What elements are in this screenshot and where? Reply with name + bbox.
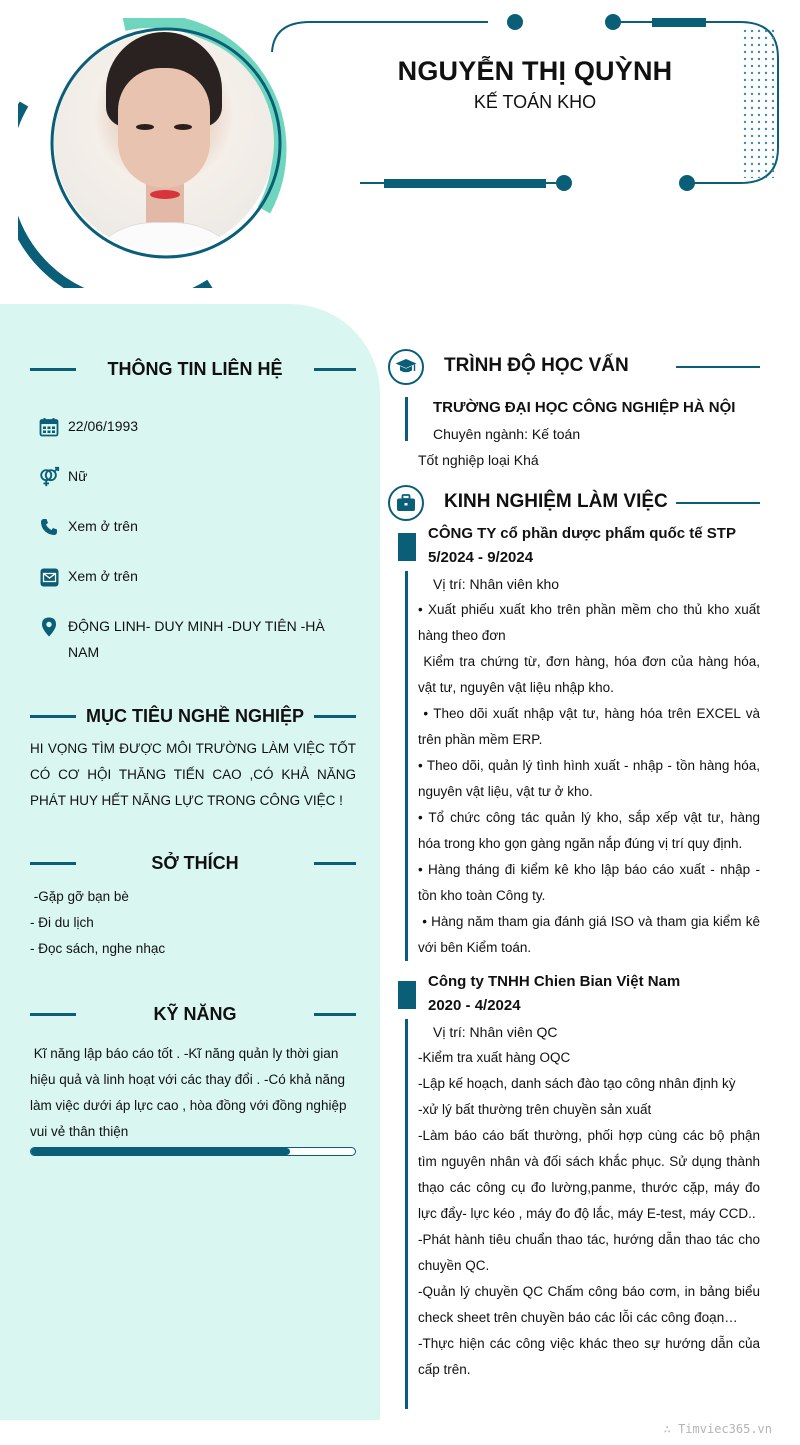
job-detail-item: -Làm báo cáo bất thường, phối hợp cùng các bộ phận tìm nguyên nhân và đối sách khắc phục. Sử dụng thành thạo các công cụ đo lường,panme, thước cặp, máy đo lực đẩy- lực kéo , máy đo độ lắc, máy E-test, máy CCD.. (418, 1128, 760, 1221)
gender-icon (38, 466, 60, 488)
experience-section-title: KINH NGHIỆM LÀM VIỆC (444, 491, 668, 512)
contact-email: Xem ở trên (38, 568, 328, 589)
job-marker (398, 981, 416, 1009)
job-detail-item: -xử lý bất thường trên chuyền sản xuất (418, 1102, 652, 1117)
experience-title-rule (676, 502, 760, 504)
job-period: 2020 - 4/2024 (428, 997, 521, 1014)
job-detail-item: • Xuất phiếu xuất kho trên phần mềm cho thủ kho xuất hàng theo đơn (418, 602, 760, 643)
site-watermark[interactable]: ∴ Timviec365.vn (663, 1422, 772, 1436)
phone-icon (38, 516, 60, 538)
education-result: Tốt nghiệp loại Khá (418, 452, 539, 468)
job-detail-item: -Quản lý chuyền QC Chấm công báo cơm, in bảng biểu check sheet trên chuyền báo các lỗi các công đoạn… (418, 1284, 760, 1325)
job-detail-item: • Theo dõi, quản lý tình hình xuất - nhập - tồn hàng hóa, nguyên vật liệu, vật tư ở kho. (418, 758, 760, 799)
location-pin-icon (38, 616, 60, 638)
contact-phone: Xem ở trên (38, 518, 328, 539)
job-position: Vị trí: Nhân viên kho (433, 576, 560, 592)
hobby-item: -Gặp gỡ bạn bè (30, 889, 129, 904)
job-detail-item: • Hàng tháng đi kiểm kê kho lập báo cáo xuất - nhập - tồn kho toàn Công ty. (418, 862, 760, 903)
contact-address: ĐỘNG LINH- DUY MINH -DUY TIÊN -HÀ NAM (38, 618, 328, 665)
briefcase-icon (388, 485, 424, 521)
skill-level-bar (30, 1147, 356, 1156)
email-icon (38, 566, 60, 588)
job-company: Công ty TNHH Chien Bian Việt Nam (428, 973, 681, 990)
job-company: CÔNG TY cổ phần dược phẩm quốc tế STP (428, 525, 736, 542)
job-detail-item: -Thực hiện các công việc khác theo sự hướng dẫn của cấp trên. (418, 1336, 760, 1377)
education-section-title: TRÌNH ĐỘ HỌC VẤN (444, 355, 629, 376)
job-detail-item: -Lập kế hoạch, danh sách đào tạo công nhân định kỳ (418, 1076, 736, 1091)
skills-text: Kĩ năng lập báo cáo tốt . -Kĩ năng quản ly thời gian hiệu quả và linh hoạt với các thay đổi . -Có khả năng làm việc dưới áp lực cao , hòa đồng với đồng nghiệp vui vẻ thân thiện (30, 1046, 351, 1139)
hobby-item: - Đi du lịch (30, 915, 94, 930)
graduation-cap-icon (388, 349, 424, 385)
skill-level-fill (31, 1148, 290, 1155)
job-period: 5/2024 - 9/2024 (428, 549, 534, 566)
contact-birthday: 22/06/1993 (38, 418, 328, 439)
hobbies-section-title: SỞ THÍCH (30, 851, 356, 875)
objective-text: HI VỌNG TÌM ĐƯỢC MÔI TRƯỜNG LÀM VIỆC TỐT CÓ CƠ HỘI THĂNG TIẾN CAO ,CÓ KHẢ NĂNG PHÁT HUY HẾT NĂNG LỰC TRONG CÔNG VIỆC ! (30, 741, 356, 808)
job-details (418, 1045, 760, 1383)
job-detail-item: Kiểm tra chứng từ, đơn hàng, hóa đơn của hàng hóa, vật tư, nguyên vật liệu nhập kho. (418, 654, 764, 695)
job-marker (398, 533, 416, 561)
contact-gender: Nữ (38, 468, 328, 489)
education-timeline-line (405, 397, 408, 441)
job-detail-item: • Hàng năm tham gia đánh giá ISO và tham gia kiểm kê với bên Kiểm toán. (418, 914, 764, 955)
skills-section-title: KỸ NĂNG (30, 1002, 356, 1026)
education-title-rule (676, 366, 760, 368)
candidate-job-title: KẾ TOÁN KHO (473, 92, 597, 112)
job-details (418, 597, 764, 961)
calendar-icon (38, 416, 60, 438)
candidate-name: NGUYỄN THỊ QUỲNH (397, 56, 673, 86)
job-detail-item: • Theo dõi xuất nhập vật tư, hàng hóa trên EXCEL và trên phần mềm ERP. (418, 706, 764, 747)
job-detail-item: -Kiểm tra xuất hàng OQC (418, 1050, 571, 1065)
profile-photo (54, 32, 274, 252)
education-school: TRƯỜNG ĐẠI HỌC CÔNG NGHIỆP HÀ NỘI (433, 399, 736, 416)
job-detail-item: -Phát hành tiêu chuẩn thao tác, hướng dẫn thao tác cho chuyền QC. (418, 1232, 760, 1273)
job-timeline-line (405, 1019, 408, 1409)
objective-section-title: MỤC TIÊU NGHỀ NGHIỆP (30, 704, 356, 728)
contact-section-title: THÔNG TIN LIÊN HỆ (30, 357, 356, 381)
education-major: Chuyên ngành: Kế toán (433, 426, 581, 442)
job-timeline-line (405, 571, 408, 961)
hobby-item: - Đọc sách, nghe nhạc (30, 941, 166, 956)
hobbies-list (30, 884, 356, 962)
profile-photo-frame (18, 18, 288, 288)
job-detail-item: • Tổ chức công tác quản lý kho, sắp xếp vật tư, hàng hóa trong kho gọn gàng ngăn nắp đúng vị trí quy định. (418, 810, 760, 851)
job-position: Vị trí: Nhân viên QC (433, 1024, 558, 1040)
